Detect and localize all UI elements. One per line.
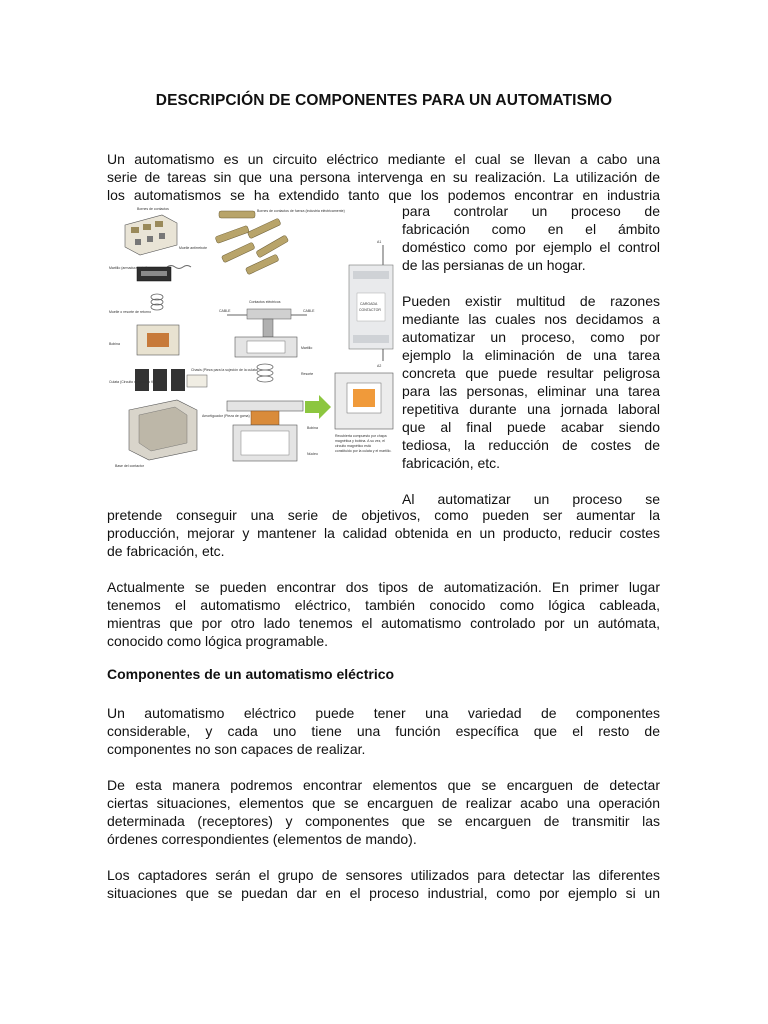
contactor-module-drawing	[349, 240, 393, 368]
figure-label: CARGADA	[360, 302, 378, 306]
text-line: órdenes correspondientes (elementos de mando).	[107, 831, 417, 847]
wrapped-paragraph-2	[402, 292, 660, 472]
figure-caption-line: magnética y bobina. A su vez, el	[335, 439, 386, 443]
figure-label: Bobina	[109, 342, 120, 346]
text-line: Actualmente se pueden encontrar dos tipos de automatización. En primer lugar	[107, 579, 660, 595]
wrapped-text-column	[402, 202, 660, 508]
text-line: que al final puede acabar siendo	[402, 419, 660, 435]
exploded-contactor-drawing	[125, 215, 207, 460]
figure-label: A2	[377, 364, 382, 368]
text-line: para controlar un proceso de	[402, 203, 660, 219]
paragraph-objectives	[107, 506, 660, 560]
text-line: tenemos el automatismo eléctrico, también conocido como lógica cableada,	[107, 597, 660, 613]
figure-label: Núcleo	[307, 452, 318, 456]
figure-caption-line: circuito magnético está	[335, 444, 371, 448]
text-line: ejemplo la eliminación de una tarea	[402, 347, 660, 363]
paragraph-elements	[107, 776, 660, 848]
figure-label: Muelle o resorte de retorno	[109, 310, 152, 314]
figure-label: Contactos eléctricos	[249, 300, 281, 304]
text-line: Pueden existir multitud de razones	[402, 293, 660, 309]
figure-label: A1	[377, 240, 382, 244]
wrapped-paragraph-1	[402, 202, 660, 274]
text-line: ciertas situaciones, elementos que se encarguen de realizar acabo una operación	[107, 795, 660, 811]
text-line: tediosa, la reducción de costes de	[402, 437, 660, 453]
text-line: de fabricación, etc.	[107, 543, 225, 559]
intro-paragraph	[107, 150, 660, 204]
figure-label: Resorte	[301, 372, 314, 376]
text-line: producción, mejorar y mantener la calidad obtenida en un producto, reducir costes	[107, 525, 660, 541]
text-line: Un automatismo eléctrico puede tener una variedad de componentes	[107, 705, 660, 721]
text-line: serie de tareas sin que una persona intervenga en su realización. La utilización de	[107, 169, 660, 185]
figure-label: Bornes de contactos de fuerza (industria eléctricamente)	[257, 209, 345, 213]
contactor-components-figure	[107, 205, 397, 473]
paragraph-sensors	[107, 866, 660, 902]
figure-label: CONTACTOR	[359, 308, 381, 312]
text-line: doméstico como por ejemplo el control	[402, 239, 660, 255]
text-line: determinada (receptores) y componentes que se encarguen de transmitir las	[107, 813, 660, 829]
text-line: automatizar un proceso, como por	[402, 329, 660, 345]
figure-label: Base del contactor	[115, 464, 144, 468]
figure-label: Bornes de contactos	[137, 207, 169, 211]
contactor-front-drawing	[335, 373, 393, 453]
figure-label: CABLE	[303, 309, 315, 313]
figure-label: Culata (Circuito magnético fijo)	[109, 380, 157, 384]
text-line: componentes no son capaces de realizar.	[107, 741, 366, 757]
text-line: Los captadores serán el grupo de sensores utilizados para detectar las diferentes	[107, 867, 660, 883]
figure-label: CABLE	[219, 309, 231, 313]
figure-label: Chasis (Pieza para la sujeción de la culata)	[191, 368, 259, 372]
text-line: Un automatismo es un circuito eléctrico mediante el cual se llevan a cabo una	[107, 151, 660, 167]
text-line: situaciones que se puedan dar en el proceso industrial, como por ejemplo si un	[107, 885, 660, 901]
arrow-icon	[305, 395, 331, 419]
text-line: de las persianas de un hogar.	[402, 257, 586, 273]
paragraph-components	[107, 704, 660, 758]
figure-label: Martillo	[301, 346, 313, 350]
text-line: Al automatizar un proceso se	[402, 491, 660, 507]
contact-bars-drawing	[215, 211, 289, 275]
figure-caption-line: Recubierta compuesto por chapa	[335, 434, 387, 438]
text-line: mediante las cuales nos decidamos a	[402, 311, 660, 327]
page-title: DESCRIPCIÓN DE COMPONENTES PARA UN AUTOMATISMO	[155, 92, 613, 109]
text-line: fabricación, etc.	[402, 455, 501, 471]
section-heading: Componentes de un automatismo eléctrico	[107, 666, 395, 682]
figure-label: Amortiguador (Pieza de goma)	[202, 414, 250, 418]
paragraph-automation-types	[107, 578, 660, 650]
figure-label: Bobina	[307, 426, 318, 430]
figure-label: Muelle antirrebote	[179, 246, 208, 250]
text-line: concreta que puede resultar peligrosa	[402, 365, 660, 381]
figure-label: Martillo (armadura móvil)	[109, 266, 148, 270]
text-line: para las personas, eliminar una tarea	[402, 383, 660, 399]
text-line: pretende conseguir una serie de objetivos, como pueden ser aumentar la	[107, 507, 660, 523]
figure-caption-line: constituido por la culata y el martillo.	[335, 449, 392, 453]
text-line: repetitiva durante una jornada laboral	[402, 401, 660, 417]
text-line: De esta manera podremos encontrar elementos que se encarguen de detectar	[107, 777, 660, 793]
contactor-cross-section-drawing	[219, 300, 318, 461]
text-line: los automatismos se ha extendido tanto que los podemos encontrar en industria	[107, 187, 660, 203]
text-line: fabricación como en el ámbito	[402, 221, 660, 237]
text-line: mientras que por otro lado tenemos el automatismo controlado por un autómata,	[107, 615, 660, 631]
text-line: considerable, y cada uno tiene una función específica que el resto de	[107, 723, 660, 739]
text-line: conocido como lógica programable.	[107, 633, 329, 649]
